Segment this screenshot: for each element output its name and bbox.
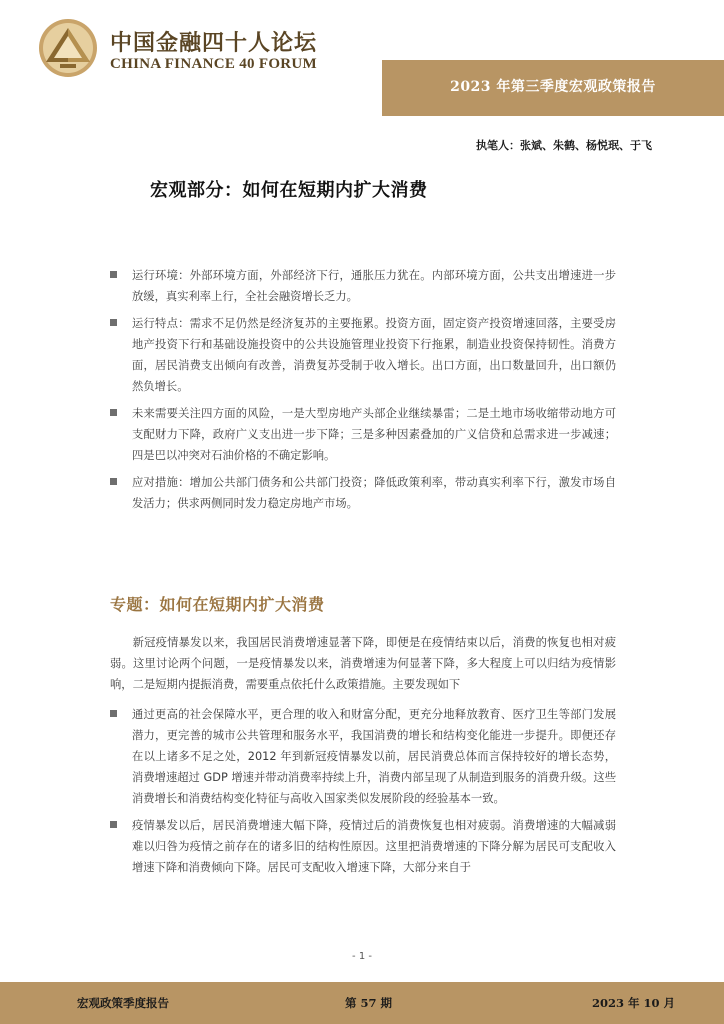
bullet-square-icon xyxy=(110,710,117,717)
topic-bullet-text: 疫情暴发以后，居民消费增速大幅下降，疫情过后的消费恢复也相对疲弱。消费增速的大幅减弱难以归咎为疫情之前存在的诸多旧的结构性原因。这里把消费增速的下降分解为居民可支配收入增速下降和消费倾向下降。居民可支配收入增速下降，大部分来自于 xyxy=(132,819,616,874)
page-number: - 1 - xyxy=(352,951,372,962)
bullet-square-icon xyxy=(110,478,117,485)
summary-bullet-text: 应对措施：增加公共部门债务和公共部门投资；降低政策利率，带动真实利率下行，激发市场自发活力；供求两侧同时发力稳定房地产市场。 xyxy=(132,476,616,510)
topic-bullet-text: 通过更高的社会保障水平，更合理的收入和财富分配，更充分地释放教育、医疗卫生等部门发展潜力，更完善的城市公共管理和服务水平，我国消费的增长和结构变化能进一步提升。即便还存在以上诸多不足之处，2012 年到新冠疫情暴发以前，居民消费总体而言保持较好的增长态势，消费增速超过 GDP 增速并带动消费率持续上升，消费内部呈现了从制造到服务的消费升级。这些消费增长和消费结构变化特征与高收入国家类似发展阶段的经验基本一致。 xyxy=(132,708,616,805)
summary-bullet-text: 未来需要关注四方面的风险，一是大型房地产头部企业继续暴雷；二是土地市场收缩带动地方可支配财力下降，政府广义支出进一步下降；三是多种因素叠加的广义信贷和总需求进一步减速；四是巴以冲突对石油价格的不确定影响。 xyxy=(132,407,616,462)
summary-bullet-list xyxy=(110,265,616,520)
bullet-square-icon xyxy=(110,271,117,278)
summary-bullet-text: 运行环境：外部环境方面，外部经济下行，通胀压力犹在。内部环境方面，公共支出增速进一步放缓，真实利率上行，全社会融资增长乏力。 xyxy=(132,269,616,303)
main-title: 宏观部分：如何在短期内扩大消费 xyxy=(150,180,428,201)
footer-band xyxy=(0,982,724,1024)
footer-issue-number: 第 57 期 xyxy=(345,996,393,1010)
topic-bullet xyxy=(110,815,616,878)
summary-bullet xyxy=(110,265,616,307)
footer-date: 2023 年 10 月 xyxy=(592,996,676,1010)
forum-logo-icon xyxy=(38,18,98,78)
topic-bullet-list xyxy=(110,704,616,884)
bullet-square-icon xyxy=(110,821,117,828)
topic-intro-paragraph: 新冠疫情暴发以来，我国居民消费增速显著下降，即便是在疫情结束以后，消费的恢复也相对疲弱。这里讨论两个问题，一是疫情暴发以来，消费增速为何显著下降，多大程度上可以归结为疫情影响，二是短期内提振消费，需要重点依托什么政策措施。主要发现如下 xyxy=(110,636,616,691)
summary-bullet-text: 运行特点：需求不足仍然是经济复苏的主要拖累。投资方面，固定资产投资增速回落，主要受房地产投资下行和基础设施投资中的公共设施管理业投资下行拖累，制造业投资保持韧性。消费方面，居民消费支出倾向有改善，消费复苏受制于收入增长。出口方面，出口数量回升，出口额仍然负增长。 xyxy=(132,317,616,393)
summary-bullet xyxy=(110,403,616,466)
logo-chinese-name: 中国金融四十人论坛 xyxy=(110,31,318,56)
summary-bullet xyxy=(110,313,616,397)
report-title: 2023 年第三季度宏观政策报告 xyxy=(450,79,656,95)
summary-bullet xyxy=(110,472,616,514)
bullet-square-icon xyxy=(110,409,117,416)
report-title-band xyxy=(382,60,724,116)
logo-english-name: CHINA FINANCE 40 FORUM xyxy=(110,56,318,72)
authors-line: 执笔人：张斌、朱鹤、杨悦珉、于飞 xyxy=(476,139,652,152)
footer-series-name: 宏观政策季度报告 xyxy=(77,996,169,1010)
topic-title: 专题：如何在短期内扩大消费 xyxy=(110,595,325,614)
topic-bullet xyxy=(110,704,616,809)
bullet-square-icon xyxy=(110,319,117,326)
